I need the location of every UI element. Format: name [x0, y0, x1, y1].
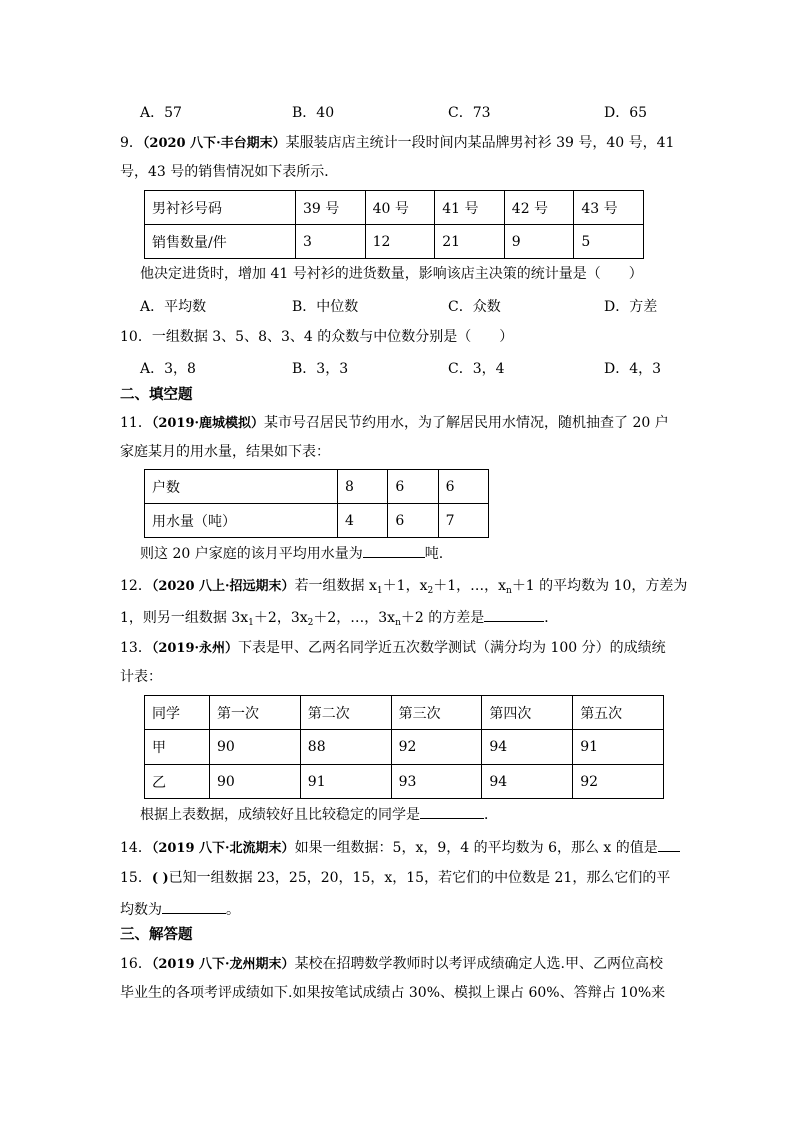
q10-options [140, 359, 700, 379]
question-13-line2: 计表： [120, 669, 162, 685]
table-cell: 43 号 [574, 191, 644, 225]
answer-blank[interactable] [363, 543, 425, 558]
table-row [145, 765, 664, 799]
question-15-line2 [120, 899, 240, 920]
question-number: 14． [120, 840, 152, 856]
table-cell: 7 [438, 504, 488, 538]
question-number: 12． [120, 578, 152, 594]
table-cell: 第五次 [573, 696, 664, 730]
table-cell: 乙 [145, 765, 210, 799]
q13-followup [140, 804, 498, 825]
text: ． [484, 807, 498, 823]
question-number: 9． [120, 135, 143, 151]
text: 吨. [424, 546, 444, 562]
question-text: 某市号召居民节约用水，为了解居民用水情况，随机抽查了 20 户 [264, 415, 669, 431]
subscript: 1 [248, 618, 254, 628]
question-number: 11． [120, 415, 152, 431]
question-number: 15． [120, 870, 152, 886]
option-c: C．众数 [448, 299, 501, 315]
table-cell: 40 号 [365, 191, 435, 225]
table-row [145, 730, 664, 765]
option-a: A．3，8 [140, 361, 196, 377]
question-9-line1 [120, 133, 674, 154]
question-12-line1 [120, 576, 687, 597]
q11-table [144, 469, 489, 538]
table-row [145, 191, 644, 225]
question-text: 如果一组数据：5，x，9，4 的平均数为 6，那么 x 的值是 [294, 840, 658, 856]
table-cell: 94 [482, 730, 573, 765]
table-cell: 6 [388, 504, 438, 538]
text: ． [544, 610, 559, 626]
answer-blank[interactable] [658, 837, 680, 852]
question-13-line1 [120, 638, 666, 659]
question-15-line1 [120, 868, 670, 889]
option-b: B．中位数 [292, 299, 359, 315]
table-cell: 91 [300, 765, 391, 799]
section-heading-fill-blank: 二、填空题 [120, 387, 193, 403]
text: ＋1 的平均数为 10，方差为 [511, 578, 688, 594]
text: 。 [226, 902, 240, 918]
table-row [145, 504, 489, 538]
question-10: 10．一组数据 3、5、8、3、4 的众数与中位数分别是（ ） [120, 329, 514, 345]
text: ＋1，x [382, 578, 428, 594]
question-source: （2020 八上·招远期末） [151, 579, 295, 594]
question-12-line2 [120, 607, 558, 628]
question-text: 已知一组数据 23，25，20，15，x，15，若它们的中位数是 21，那么它们的平 [168, 870, 671, 886]
table-cell: 第三次 [391, 696, 482, 730]
text: 根据上表数据，成绩较好且比较稳定的同学是 [140, 807, 420, 823]
text: 若一组数据 x [294, 578, 377, 594]
answer-blank[interactable] [484, 607, 544, 622]
table-cell: 39 号 [296, 191, 366, 225]
question-source: （2019·鹿城模拟） [151, 416, 265, 431]
table-cell: 92 [573, 765, 664, 799]
table-cell: 91 [573, 730, 664, 765]
table-row [145, 225, 644, 259]
table-cell: 94 [482, 765, 573, 799]
table-cell: 92 [391, 730, 482, 765]
section-heading-answer: 三、解答题 [120, 927, 193, 943]
question-source: （2020 八下·丰台期末） [142, 136, 286, 151]
table-cell: 4 [338, 504, 388, 538]
text: 1，则另一组数据 3x [120, 610, 249, 626]
table-cell: 户数 [145, 470, 338, 504]
table-cell: 93 [391, 765, 482, 799]
question-source: ( ) [151, 871, 169, 886]
text: ＋2 的方差是 [400, 610, 485, 626]
question-14 [120, 837, 680, 859]
table-cell: 用水量（吨） [145, 504, 338, 538]
question-text: 某校在招聘数学教师时以考评成绩确定人选.甲、乙两位高校 [294, 956, 664, 972]
table-cell: 6 [388, 470, 438, 504]
table-cell: 9 [504, 225, 574, 259]
q9-followup: 他决定进货时，增加 41 号衬衫的进货数量，影响该店主决策的统计量是（ ） [140, 266, 643, 282]
table-cell: 42 号 [504, 191, 574, 225]
question-9-line2: 号，43 号的销售情况如下表所示． [120, 164, 339, 180]
table-row [145, 696, 664, 730]
table-cell: 12 [365, 225, 435, 259]
q9-options [140, 297, 700, 317]
text: ＋1，…，x [433, 578, 507, 594]
table-cell: 8 [338, 470, 388, 504]
q8-options [140, 103, 700, 123]
table-cell: 男衬衫号码 [145, 191, 296, 225]
subscript: 2 [307, 618, 314, 628]
question-source: （2019 八下·龙州期末） [151, 957, 295, 972]
table-cell: 41 号 [435, 191, 505, 225]
question-source: （2019·永州） [151, 641, 239, 656]
text: 均数为 [120, 902, 162, 918]
option-a: A．平均数 [140, 299, 207, 315]
table-cell: 第一次 [210, 696, 301, 730]
table-cell: 同学 [145, 696, 210, 730]
question-16-line1 [120, 954, 663, 975]
option-c: C．73 [448, 105, 491, 121]
table-cell: 6 [438, 470, 488, 504]
question-text: 下表是甲、乙两名同学近五次数学测试（满分均为 100 分）的成绩统 [238, 640, 666, 656]
subscript: n [395, 618, 401, 628]
option-b: B．3，3 [292, 361, 349, 377]
option-a: A．57 [140, 105, 182, 121]
q9-table [144, 190, 644, 259]
table-cell: 销售数量/件 [145, 225, 296, 259]
question-text: 某服装店店主统计一段时间内某品牌男衬衫 39 号，40 号，41 [285, 135, 675, 151]
question-source: （2019 八下·北流期末） [151, 841, 295, 856]
table-cell: 90 [210, 730, 301, 765]
text: 则这 20 户家庭的该月平均用水量为 [140, 546, 363, 562]
question-number: 16． [120, 956, 152, 972]
text: ＋2，3x [253, 610, 308, 626]
question-11-line2: 家庭某月的用水量，结果如下表： [120, 444, 330, 460]
table-cell: 90 [210, 765, 301, 799]
option-d: D．方差 [604, 299, 658, 315]
question-11-line1 [120, 413, 669, 434]
subscript: n [506, 586, 512, 596]
text: ＋2，…，3x [313, 610, 396, 626]
option-d: D．65 [604, 105, 648, 121]
table-cell: 第二次 [300, 696, 391, 730]
option-c: C．3，4 [448, 361, 505, 377]
question-16-line2: 毕业生的各项考评成绩如下.如果按笔试成绩占 30%、模拟上课占 60%、答辩占 10%来 [120, 985, 666, 1001]
table-cell: 第四次 [482, 696, 573, 730]
table-cell: 5 [574, 225, 644, 259]
table-cell: 21 [435, 225, 505, 259]
subscript: 1 [376, 586, 383, 596]
subscript: 2 [427, 586, 434, 596]
question-number: 13． [120, 640, 152, 656]
option-b: B．40 [292, 105, 335, 121]
option-d: D．4，3 [604, 361, 662, 377]
table-cell: 88 [300, 730, 391, 765]
answer-blank[interactable] [162, 899, 226, 914]
q11-followup [140, 543, 443, 564]
table-row [145, 470, 489, 504]
table-cell: 3 [296, 225, 366, 259]
q13-table [144, 695, 664, 799]
table-cell: 甲 [145, 730, 210, 765]
answer-blank[interactable] [420, 804, 484, 819]
